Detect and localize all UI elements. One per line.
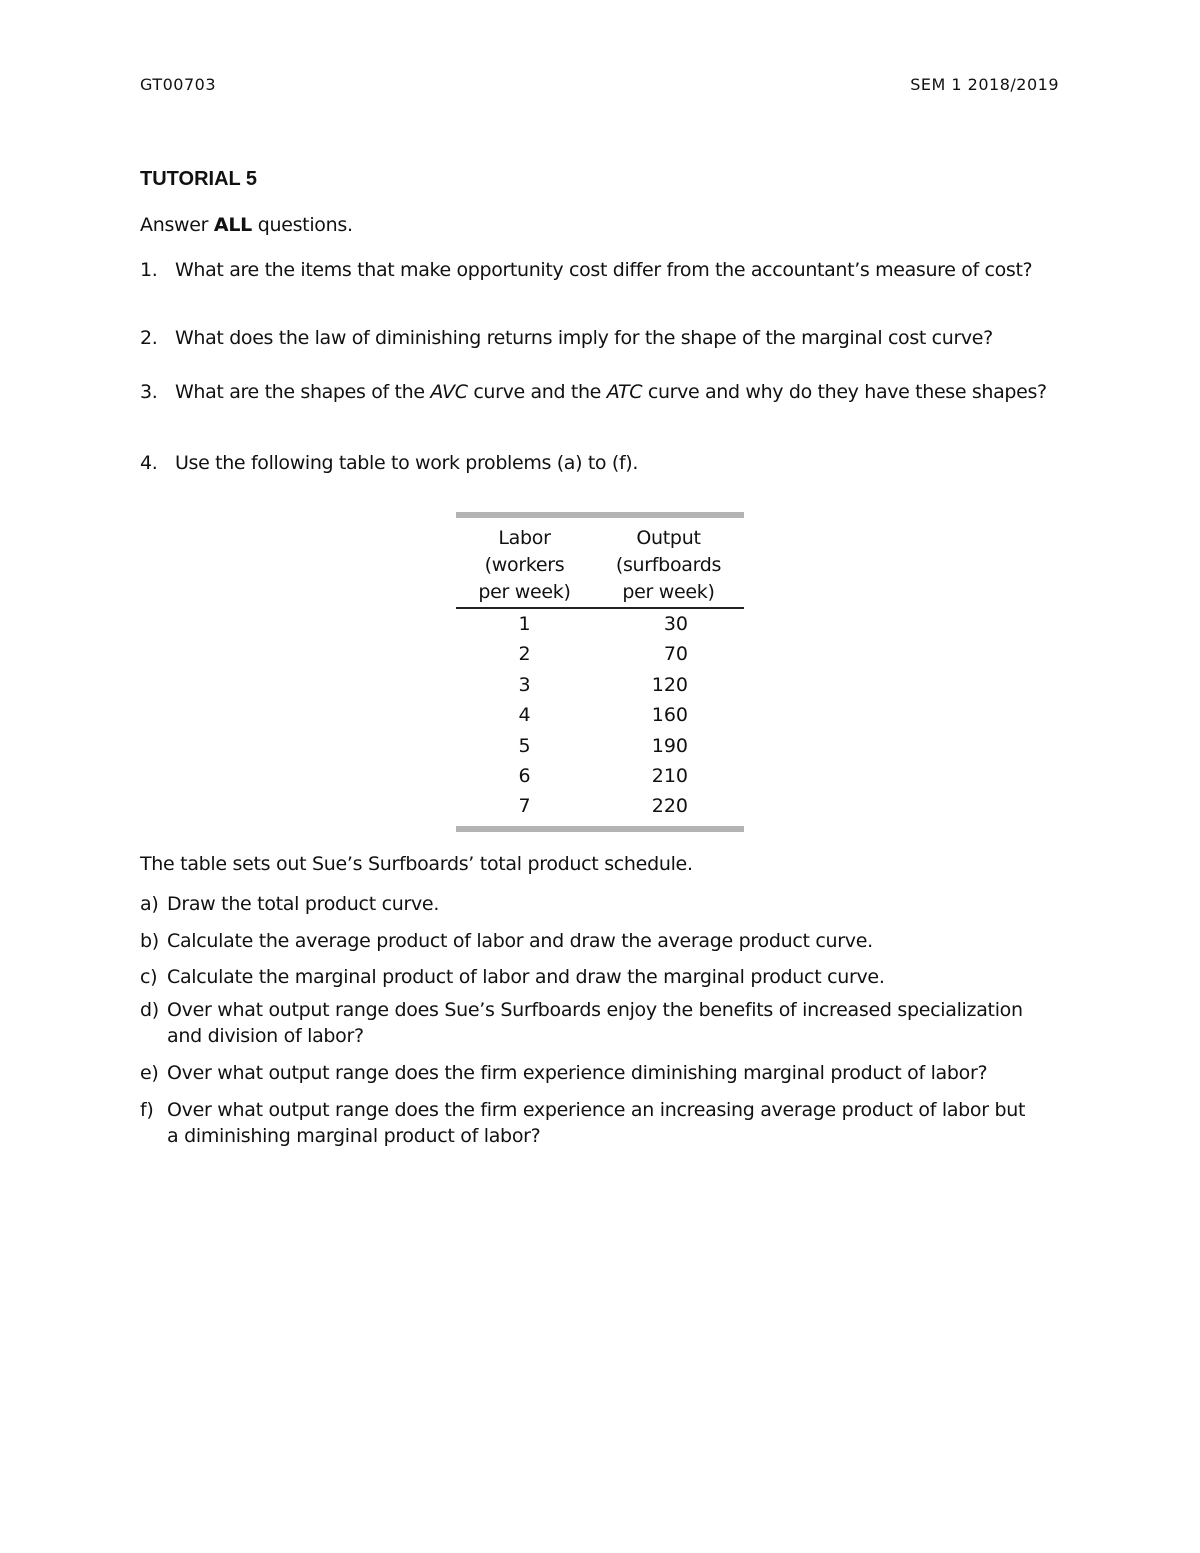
part-text-line1: Over what output range does the firm experience an increasing average product of labor but bbox=[167, 1099, 1026, 1121]
output-cell: 30 bbox=[663, 613, 688, 635]
question-3 bbox=[140, 381, 1070, 403]
part-text-line2: a diminishing marginal product of labor? bbox=[167, 1125, 541, 1147]
table-header bbox=[456, 518, 744, 607]
labor-cell: 2 bbox=[518, 643, 531, 666]
header-labor bbox=[456, 525, 593, 606]
question-number: 1. bbox=[140, 259, 158, 281]
part-label: b) bbox=[140, 930, 159, 952]
question-number: 3. bbox=[140, 381, 158, 403]
part-c bbox=[140, 964, 1070, 990]
header-line: per week) bbox=[622, 581, 715, 603]
labor-cell: 4 bbox=[518, 704, 531, 727]
header-output bbox=[593, 525, 744, 606]
part-label: d) bbox=[140, 999, 159, 1021]
part-label: a) bbox=[140, 893, 159, 915]
part-label: e) bbox=[140, 1062, 159, 1084]
labor-cell: 5 bbox=[518, 734, 531, 757]
avc-term: AVC bbox=[430, 381, 468, 403]
labor-cell: 3 bbox=[518, 673, 531, 696]
table-row bbox=[456, 670, 744, 700]
course-code: GT00703 bbox=[140, 75, 216, 94]
part-text: Calculate the average product of labor and draw the average product curve. bbox=[167, 930, 873, 952]
header-line: (surfboards bbox=[615, 554, 722, 576]
question-1 bbox=[140, 259, 1070, 281]
instruction-prefix: Answer bbox=[140, 214, 214, 236]
output-cell: 120 bbox=[651, 673, 688, 696]
table-body bbox=[456, 609, 744, 826]
instruction-bold: ALL bbox=[213, 214, 252, 236]
output-cell: 190 bbox=[651, 734, 688, 757]
question-text-mid: curve and the bbox=[467, 381, 607, 403]
question-text-post: curve and why do they have these shapes? bbox=[642, 381, 1047, 403]
output-cell: 220 bbox=[651, 795, 688, 818]
table-row bbox=[456, 639, 744, 669]
table-row bbox=[456, 700, 744, 730]
instruction bbox=[140, 214, 353, 236]
labor-cell: 7 bbox=[518, 795, 531, 818]
output-cell: 160 bbox=[651, 704, 688, 727]
part-label: c) bbox=[140, 966, 158, 988]
header-line: per week) bbox=[478, 581, 571, 603]
question-number: 2. bbox=[140, 327, 158, 349]
part-text-line2: and division of labor? bbox=[167, 1025, 364, 1047]
semester-label: SEM 1 2018/2019 bbox=[910, 75, 1059, 94]
part-text: Over what output range does the firm experience diminishing marginal product of labor? bbox=[167, 1062, 988, 1084]
part-text-line1: Over what output range does Sue’s Surfboards enjoy the benefits of increased specialization bbox=[167, 999, 1023, 1021]
question-text: What does the law of diminishing returns imply for the shape of the marginal cost curve? bbox=[175, 327, 993, 349]
header-line: (workers bbox=[484, 554, 565, 576]
table-bottom-rule bbox=[456, 826, 744, 832]
part-text: Draw the total product curve. bbox=[167, 893, 440, 915]
table-row bbox=[456, 761, 744, 791]
product-schedule-table bbox=[456, 512, 744, 832]
labor-cell: 1 bbox=[518, 613, 531, 635]
question-text: What are the items that make opportunity cost differ from the accountant’s measure of cost? bbox=[175, 259, 1033, 281]
output-cell: 70 bbox=[663, 643, 688, 666]
table-row bbox=[456, 791, 744, 821]
table-row bbox=[456, 609, 744, 639]
question-number: 4. bbox=[140, 452, 158, 474]
question-text-pre: What are the shapes of the bbox=[175, 381, 431, 403]
table-row bbox=[456, 731, 744, 761]
question-4 bbox=[140, 452, 1070, 474]
part-f bbox=[140, 1097, 1070, 1149]
question-2 bbox=[140, 327, 1070, 349]
part-text: Calculate the marginal product of labor and draw the marginal product curve. bbox=[167, 966, 885, 988]
part-label: f) bbox=[140, 1099, 154, 1121]
labor-cell: 6 bbox=[518, 764, 531, 787]
part-d bbox=[140, 997, 1070, 1049]
atc-term: ATC bbox=[606, 381, 643, 403]
table-caption: The table sets out Sue’s Surfboards’ total product schedule. bbox=[140, 853, 693, 875]
output-cell: 210 bbox=[651, 764, 688, 787]
instruction-suffix: questions. bbox=[251, 214, 353, 236]
part-b bbox=[140, 928, 1070, 954]
question-text: Use the following table to work problems (a) to (f). bbox=[175, 452, 639, 474]
page-title: TUTORIAL 5 bbox=[140, 168, 258, 190]
header-line: Labor bbox=[498, 527, 551, 549]
header-line: Output bbox=[636, 527, 701, 549]
part-a bbox=[140, 891, 1070, 917]
part-e bbox=[140, 1060, 1070, 1086]
